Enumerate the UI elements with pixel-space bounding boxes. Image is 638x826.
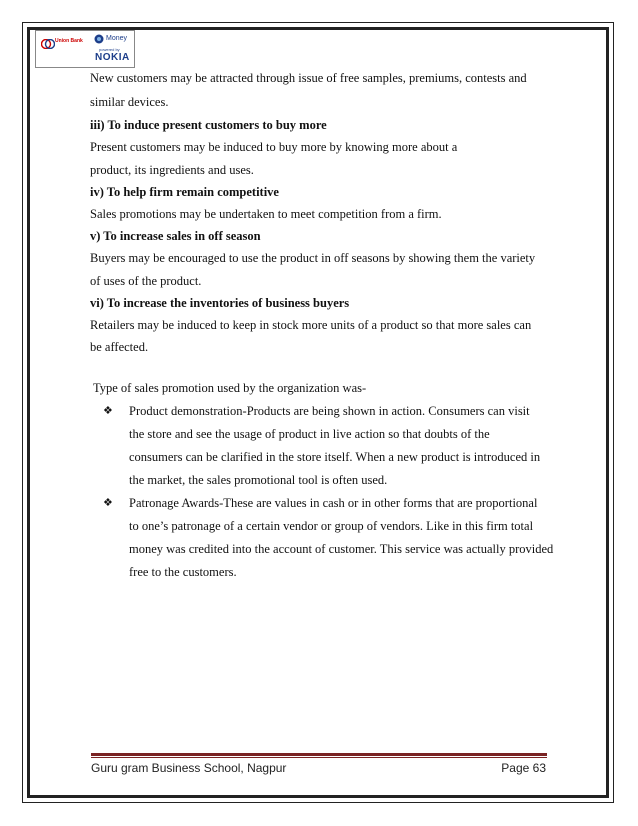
- footer-page-number: Page 63: [501, 761, 546, 775]
- money-logo-icon: [94, 34, 104, 44]
- money-brand-text: Money: [106, 35, 128, 42]
- bullet-line: the market, the sales promotional tool is often used.: [129, 473, 388, 487]
- bullet-line: the store and see the usage of product in live action so that doubts of the: [129, 427, 490, 441]
- powered-by-text: powered by: [99, 47, 120, 52]
- union-bank-text: Union Bank: [55, 38, 83, 44]
- footer-divider: [91, 753, 547, 756]
- paragraph-line: of uses of the product.: [90, 274, 202, 288]
- bullet-diamond-icon: ❖: [103, 405, 113, 417]
- bullet-line: free to the customers.: [129, 565, 237, 579]
- paragraph-line: Sales promotions may be undertaken to meet competition from a firm.: [90, 207, 442, 221]
- section-heading: v) To increase sales in off season: [90, 229, 261, 243]
- bullet-diamond-icon: ❖: [103, 497, 113, 509]
- nokia-brand-text: NOKIA: [95, 52, 130, 63]
- paragraph-line: product, its ingredients and uses.: [90, 163, 254, 177]
- paragraph-line: be affected.: [90, 340, 149, 354]
- bullet-line: consumers can be clarified in the store itself. When a new product is introduced in: [129, 450, 541, 464]
- footer-divider-thin: [91, 757, 547, 758]
- section-heading: iii) To induce present customers to buy more: [90, 118, 327, 132]
- bullet-line: to one’s patronage of a certain vendor or group of vendors. Like in this firm total: [129, 519, 534, 533]
- paragraph-line: Buyers may be encouraged to use the product in off seasons by showing them the variety: [90, 251, 536, 265]
- header-logo: [35, 30, 135, 68]
- section-heading: iv) To help firm remain competitive: [90, 185, 279, 199]
- type-intro-line: Type of sales promotion used by the organization was-: [93, 381, 367, 395]
- union-bank-logo-icon: [41, 39, 55, 49]
- paragraph-line: Retailers may be induced to keep in stock more units of a product so that more sales can: [90, 318, 532, 332]
- paragraph-line: New customers may be attracted through issue of free samples, premiums, contests and: [90, 71, 527, 85]
- paragraph-line: similar devices.: [90, 95, 169, 109]
- paragraph-line: Present customers may be induced to buy more by knowing more about a: [90, 140, 458, 154]
- bullet-line: money was credited into the account of customer. This service was actually provided: [129, 542, 554, 556]
- footer-school-name: Guru gram Business School, Nagpur: [91, 761, 287, 775]
- section-heading: vi) To increase the inventories of business buyers: [90, 296, 350, 310]
- bullet-line: Patronage Awards-These are values in cash or in other forms that are proportional: [129, 496, 538, 510]
- bullet-line: Product demonstration-Products are being shown in action. Consumers can visit: [129, 404, 530, 418]
